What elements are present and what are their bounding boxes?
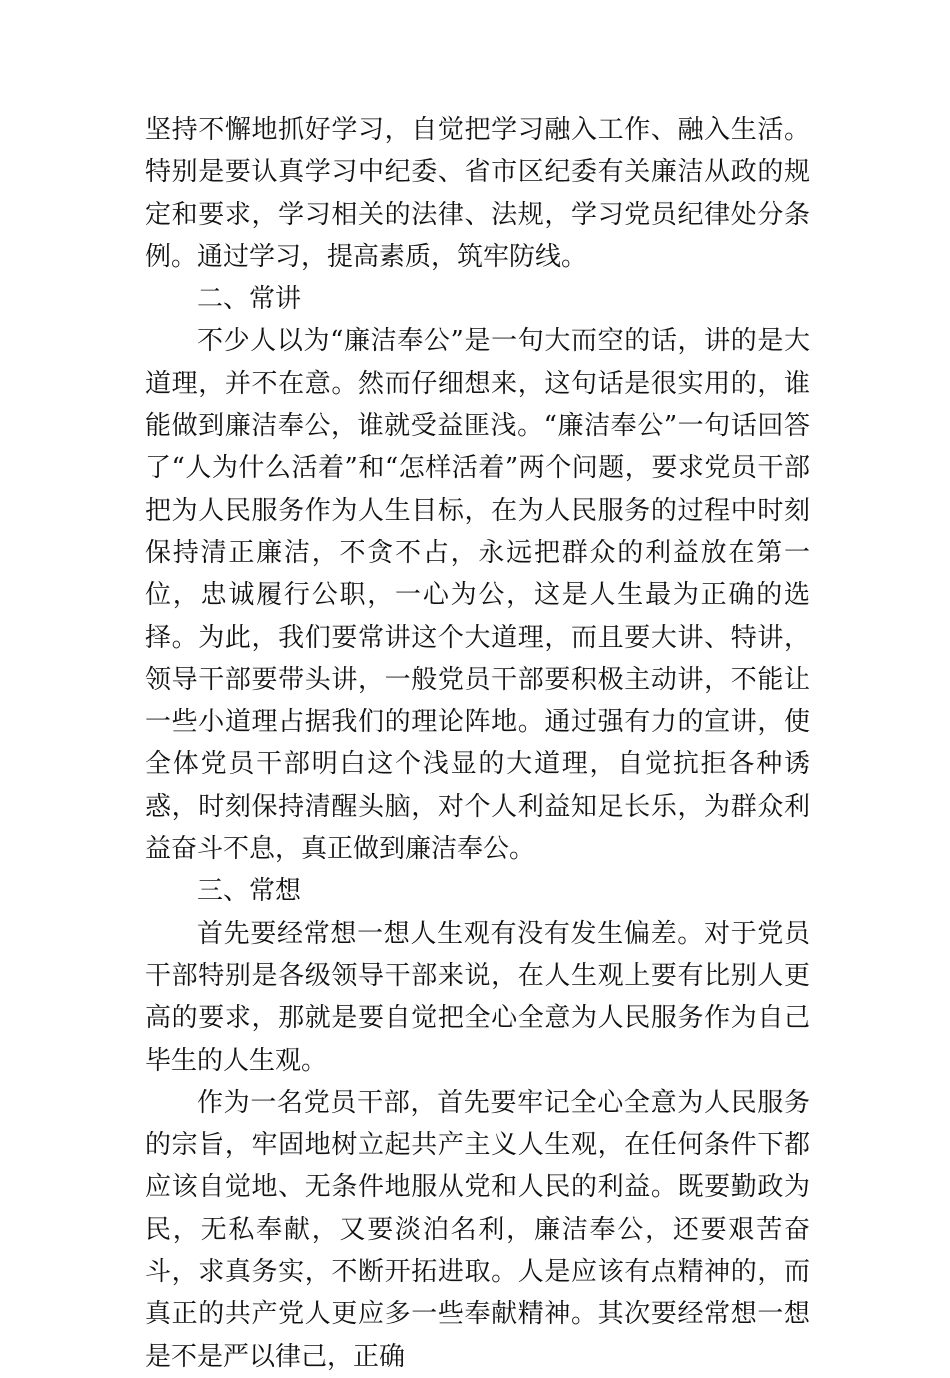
section-heading-3: 三、常想 xyxy=(197,876,302,907)
section-heading-2: 二、常讲 xyxy=(197,284,302,315)
paragraph-outlook: 首先要经常想一想人生观有没有发生偏差。对于党员干部特别是各级领导干部来说，在人生观上要有比别人更高的要求，那就是要自觉把全心全意为人民服务作为自己毕生的人生观。 xyxy=(145,918,810,1076)
paragraph-integrity: 不少人以为“廉洁奉公”是一句大而空的话，讲的是大道理，并不在意。然而仔细想来，这句话是很实用的，谁能做到廉洁奉公，谁就受益匪浅。“廉洁奉公”一句话回答了“人为什么活着”和“怎样活着”两个问题，要求党员干部把为人民服务作为人生目标，在为人民服务的过程中时刻保持清正廉洁，不贪不占，永远把群众的利益放在第一位，忠诚履行公职，一心为公，这是人生最为正确的选择。为此，我们要常讲这个大道理，而且要大讲、特讲，领导干部要带头讲，一般党员干部要积极主动讲，不能让一些小道理占据我们的理论阵地。通过强有力的宣讲，使全体党员干部明白这个浅显的大道理，自觉抗拒各种诱惑，时刻保持清醒头脑，对个人利益知足长乐，为群众利益奋斗不息，真正做到廉洁奉公。 xyxy=(145,326,810,865)
paragraph-continued-study: 坚持不懈地抓好学习，自觉把学习融入工作、融入生活。特别是要认真学习中纪委、省市区纪委有关廉洁从政的规定和要求，学习相关的法律、法规，学习党员纪律处分条例。通过学习，提高素质，筑牢防线。 xyxy=(145,115,810,272)
document-page xyxy=(145,109,810,1378)
paragraph-party-member: 作为一名党员干部，首先要牢记全心全意为人民服务的宗旨，牢固地树立起共产主义人生观，在任何条件下都应该自觉地、无条件地服从党和人民的利益。既要勤政为民，无私奉献，又要淡泊名利，廉洁奉公，还要艰苦奋斗，求真务实，不断开拓进取。人是应该有点精神的，而真正的共产党人更应多一些奉献精神。其次要经常想一想是不是严以律己，正确 xyxy=(145,1087,810,1372)
